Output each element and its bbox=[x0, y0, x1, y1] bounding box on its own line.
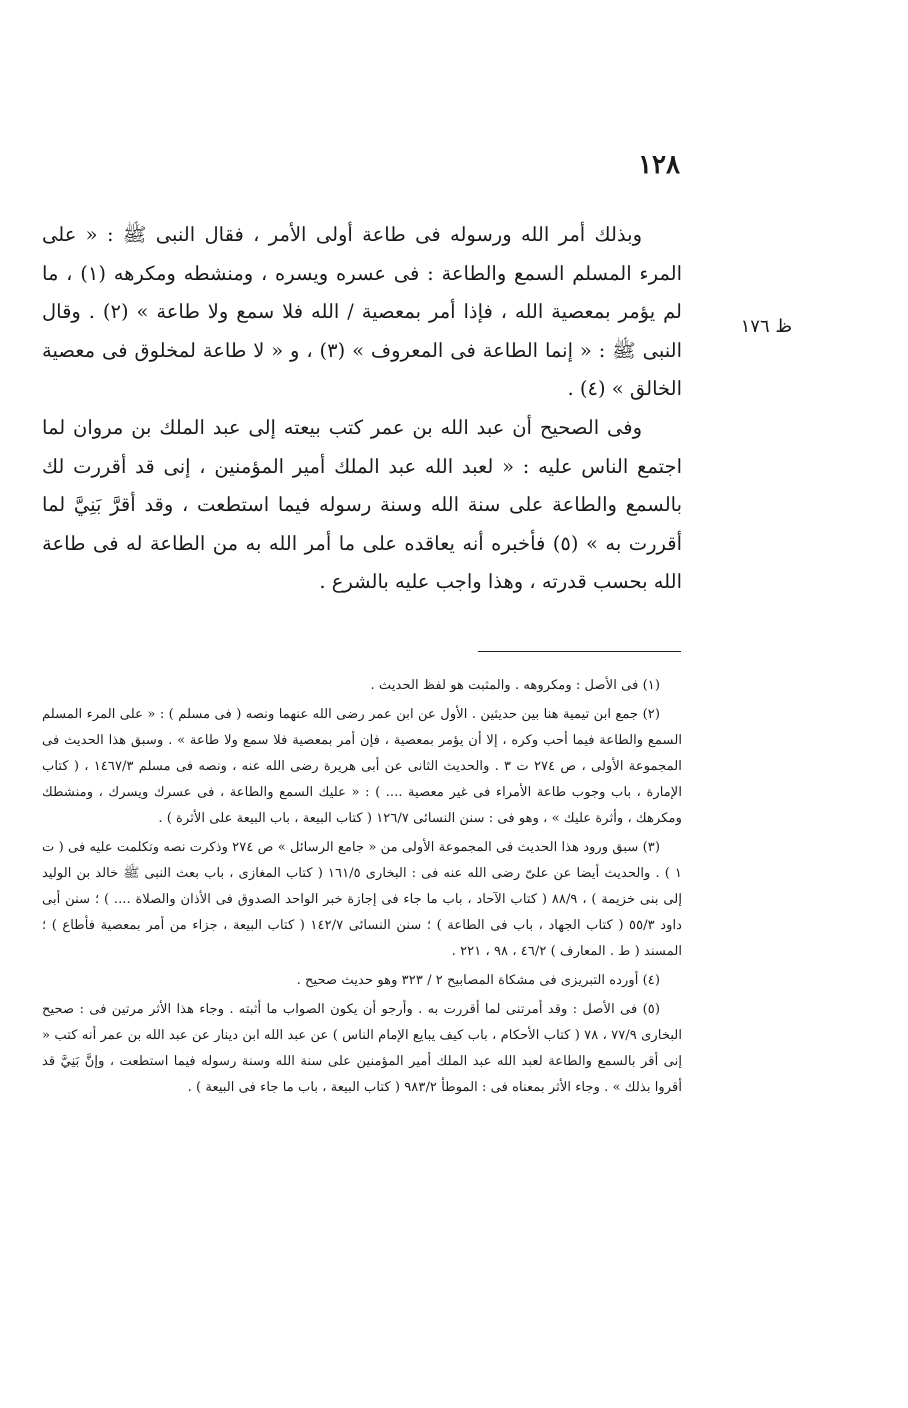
footnotes bbox=[42, 673, 682, 1104]
footnote: (٢) جمع ابن تيمية هنا بين حديثين . الأول عن ابن عمر رضى الله عنهما ونصه ( فى مسلم ) : « على المرء المسلم السمع والطاعة فيما أحب وكره ، إلا أن يؤمر بمعصية ، فإن أمر بمعصية فلا سمع ولا طاعة » . وسبق هذا الحديث فى المجموعة الأولى ، ص ٢٧٤ ت ٣ . والحديث الثانى عن أبى هريرة رضى الله عنه ، ونصه فى مسلم ١٤٦٧/٣ ، ( كتاب الإمارة ، باب وجوب طاعة الأمراء فى غير معصية .... ) : « عليك السمع والطاعة ، فى عسرك ويسرك ، ومنشطك ومكرهك ، وأثرة عليك » ، وهو فى : سنن النسائى ١٢٦/٧ ( كتاب البيعة ، باب البيعة على الأثرة ) . bbox=[42, 707, 682, 826]
footnote-divider bbox=[478, 651, 681, 652]
margin-folio-note: ظ ١٧٦ bbox=[740, 316, 792, 337]
page-number: ١٢٨ bbox=[638, 150, 680, 180]
footnote: (٤) أورده التبريزى فى مشكاة المصابيح ٢ / ٣٢٣ وهو حديث صحيح . bbox=[296, 973, 660, 988]
main-text bbox=[42, 216, 682, 602]
footnote: (٥) فى الأصل : وقد أمرتنى لما أقررت به . وأرجو أن يكون الصواب ما أثبته . وجاء هذا الأثر مرتين فى : صحيح البخارى ٧٧/٩ ، ٧٨ ( كتاب الأحكام ، باب كيف يبايع الإمام الناس ) عن عبد الله ابن دينار عن عبد الله بن عمر أنه كتب « إنى أقر بالسمع والطاعة لعبد الله عبد الملك أمير المؤمنين على سنة الله وسنة رسوله فيما استطعت ، وإنَّ بَنِيَّ قد أقروا بذلك » . وجاء الأثر بمعناه فى : الموطأ ٩٨٣/٢ ( كتاب البيعة ، باب ما جاء فى البيعة ) . bbox=[42, 1002, 682, 1095]
paragraph: وفى الصحيح أن عبد الله بن عمر كتب بيعته إلى عبد الملك بن مروان لما اجتمع الناس عليه : « لعبد الله عبد الملك أمير المؤمنين ، إنى قد أقررت لك بالسمع والطاعة على سنة الله وسنة رسوله فيما استطعت ، وقد أقرَّ بَنِيَّ لما أقررت به » (٥) فأخبره أنه يعاقده على ما أمر الله به من الطاعة له فى طاعة الله بحسب قدرته ، وهذا واجب عليه بالشرع . bbox=[42, 415, 682, 594]
footnote: (١) فى الأصل : ومكروهه . والمثبت هو لفظ الحديث . bbox=[370, 678, 660, 693]
paragraph: وبذلك أمر الله ورسوله فى طاعة أولى الأمر ، فقال النبى ﷺ : « على المرء المسلم السمع والطاعة : فى عسره ويسره ، ومنشطه ومكرهه (١) ، ما لم يؤمر بمعصية الله ، فإذا أمر بمعصية / الله فلا سمع ولا طاعة » (٢) . وقال النبى ﷺ : « إنما الطاعة فى المعروف » (٣) ، و « لا طاعة لمخلوق فى معصية الخالق » (٤) . bbox=[42, 223, 682, 401]
footnote: (٣) سبق ورود هذا الحديث فى المجموعة الأولى من « جامع الرسائل » ص ٢٧٤ وذكرت نصه وتكلمت عليه فى ( ت ١ ) . والحديث أيضا عن علىّ رضى الله عنه فى : البخارى ١٦١/٥ ( كتاب المغازى ، باب بعث النبى ﷺ خالد بن الوليد إلى بنى خزيمة ) ، ٨٨/٩ ( كتاب الآحاد ، باب ما جاء فى إجازة خبر الواحد الصدوق فى الأذان والصلاة .... ) ؛ سنن أبى داود ٥٥/٣ ( كتاب الجهاد ، باب فى الطاعة ) ؛ سنن النسائى ١٤٢/٧ ( كتاب البيعة ، جزاء من أمر بمعصية فأطاع ) ؛ المسند ( ط . المعارف ) ٤٦/٢ ، ٩٨ ، ٢٢١ . bbox=[42, 840, 683, 959]
